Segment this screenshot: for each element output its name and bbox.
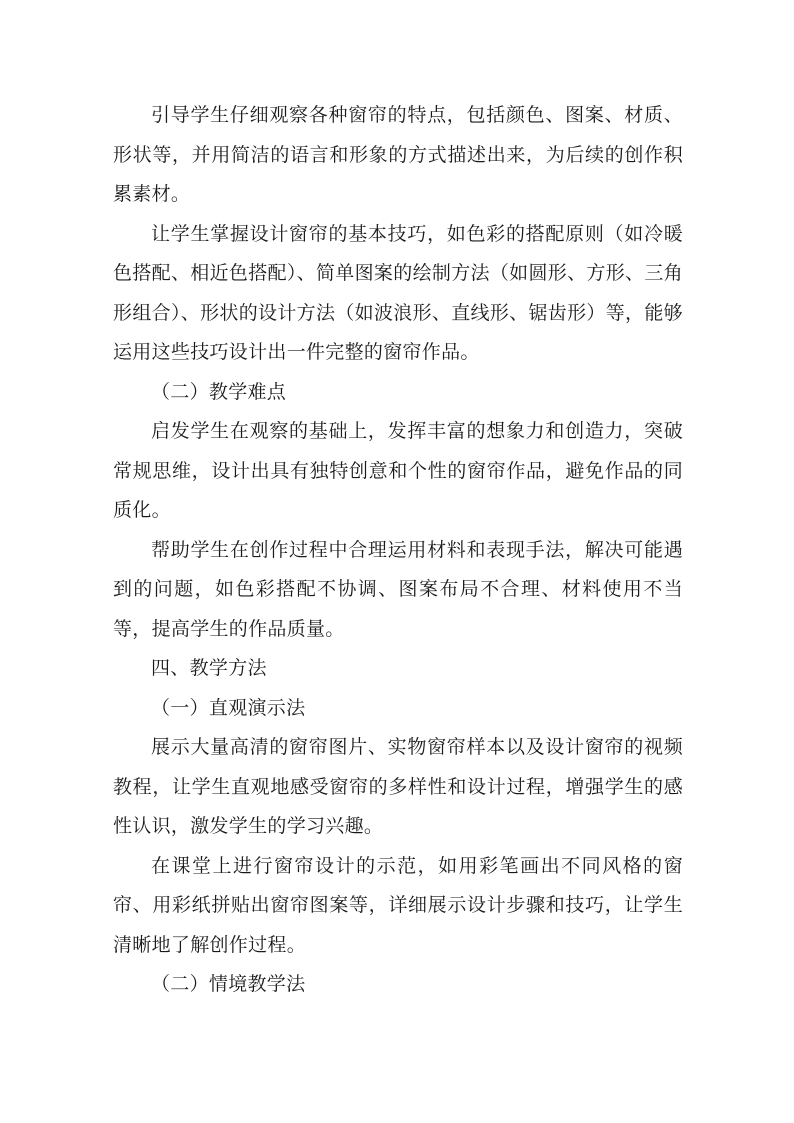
paragraph-design-skills: 让学生掌握设计窗帘的基本技巧，如色彩的搭配原则（如冷暖色搭配、相近色搭配）、简单图案的绘制方法（如圆形、方形、三角形组合）、形状的设计方法（如波浪形、直线形、锯齿形）等，能够运用这些技巧设计出一件完整的窗帘作品。 bbox=[113, 222, 683, 363]
heading-teaching-difficulties: （二）教学难点 bbox=[151, 380, 287, 403]
paragraph-materials: 帮助学生在创作过程中合理运用材料和表现手法，解决可能遇到的问题，如色彩搭配不协调、图案布局不合理、材料使用不当等，提高学生的作品质量。 bbox=[113, 538, 683, 640]
document-body bbox=[113, 96, 683, 1005]
heading-teaching-methods: 四、教学方法 bbox=[151, 657, 267, 679]
heading-demonstration-method: （一）直观演示法 bbox=[151, 696, 306, 719]
paragraph-classroom-demo: 在课堂上进行窗帘设计的示范，如用彩笔画出不同风格的窗帘、用彩纸拼贴出窗帘图案等，详细展示设计步骤和技巧，让学生清晰地了解创作过程。 bbox=[113, 854, 683, 956]
paragraph-creativity: 启发学生在观察的基础上，发挥丰富的想象力和创造力，突破常规思维，设计出具有独特创意和个性的窗帘作品，避免作品的同质化。 bbox=[113, 420, 683, 521]
heading-situational-method: （二）情境教学法 bbox=[151, 973, 306, 995]
paragraph-observe-curtains: 引导学生仔细观察各种窗帘的特点，包括颜色、图案、材质、形状等，并用简洁的语言和形象的方式描述出来，为后续的创作积累素材。 bbox=[113, 104, 683, 205]
paragraph-show-pictures: 展示大量高清的窗帘图片、实物窗帘样本以及设计窗帘的视频教程，让学生直观地感受窗帘的多样性和设计过程，增强学生的感性认识，激发学生的学习兴趣。 bbox=[113, 736, 683, 837]
